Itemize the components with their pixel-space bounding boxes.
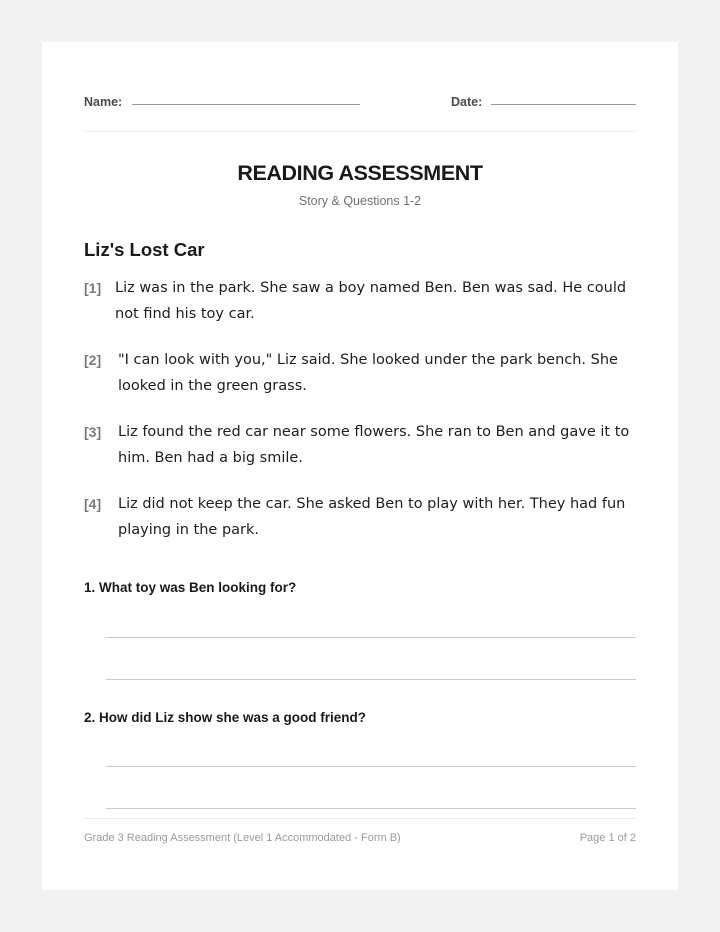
question-2: 2. How did Liz show she was a good friend? xyxy=(84,710,367,725)
paragraph-number: [4] xyxy=(84,496,102,512)
name-field[interactable] xyxy=(132,104,360,105)
date-field[interactable] xyxy=(491,104,636,105)
worksheet-page xyxy=(42,42,678,890)
story-title: Liz's Lost Car xyxy=(84,239,205,260)
answer-line[interactable] xyxy=(106,766,636,767)
header-divider xyxy=(84,131,636,132)
answer-line[interactable] xyxy=(106,679,636,680)
paragraph-number: [1] xyxy=(84,280,102,296)
paragraph-text: "I can look with you," Liz said. She looked under the park bench. She looked in the green grass. xyxy=(118,352,618,394)
question-1: 1. What toy was Ben looking for? xyxy=(84,580,297,595)
page-title: READING ASSESSMENT xyxy=(237,161,483,185)
paragraph-number: [3] xyxy=(84,424,102,440)
paragraph-number: [2] xyxy=(84,352,102,368)
date-label: Date: xyxy=(451,95,483,109)
paragraph-text: Liz was in the park. She saw a boy named Ben. Ben was sad. He could not find his toy car. xyxy=(115,280,627,322)
answer-line[interactable] xyxy=(106,808,636,809)
answer-line[interactable] xyxy=(106,637,636,638)
page-subtitle: Story & Questions 1-2 xyxy=(298,194,422,208)
paragraph-text: Liz did not keep the car. She asked Ben to play with her. They had fun playing in the park. xyxy=(118,496,626,538)
paragraph-text: Liz found the red car near some flowers. She ran to Ben and gave it to him. Ben had a big smile. xyxy=(118,424,630,466)
page-number: Page 1 of 2 xyxy=(579,832,636,844)
name-label: Name: xyxy=(84,95,123,109)
footer-course-label: Grade 3 Reading Assessment (Level 1 Accommodated - Form B) xyxy=(84,832,401,844)
footer-divider xyxy=(84,818,636,819)
